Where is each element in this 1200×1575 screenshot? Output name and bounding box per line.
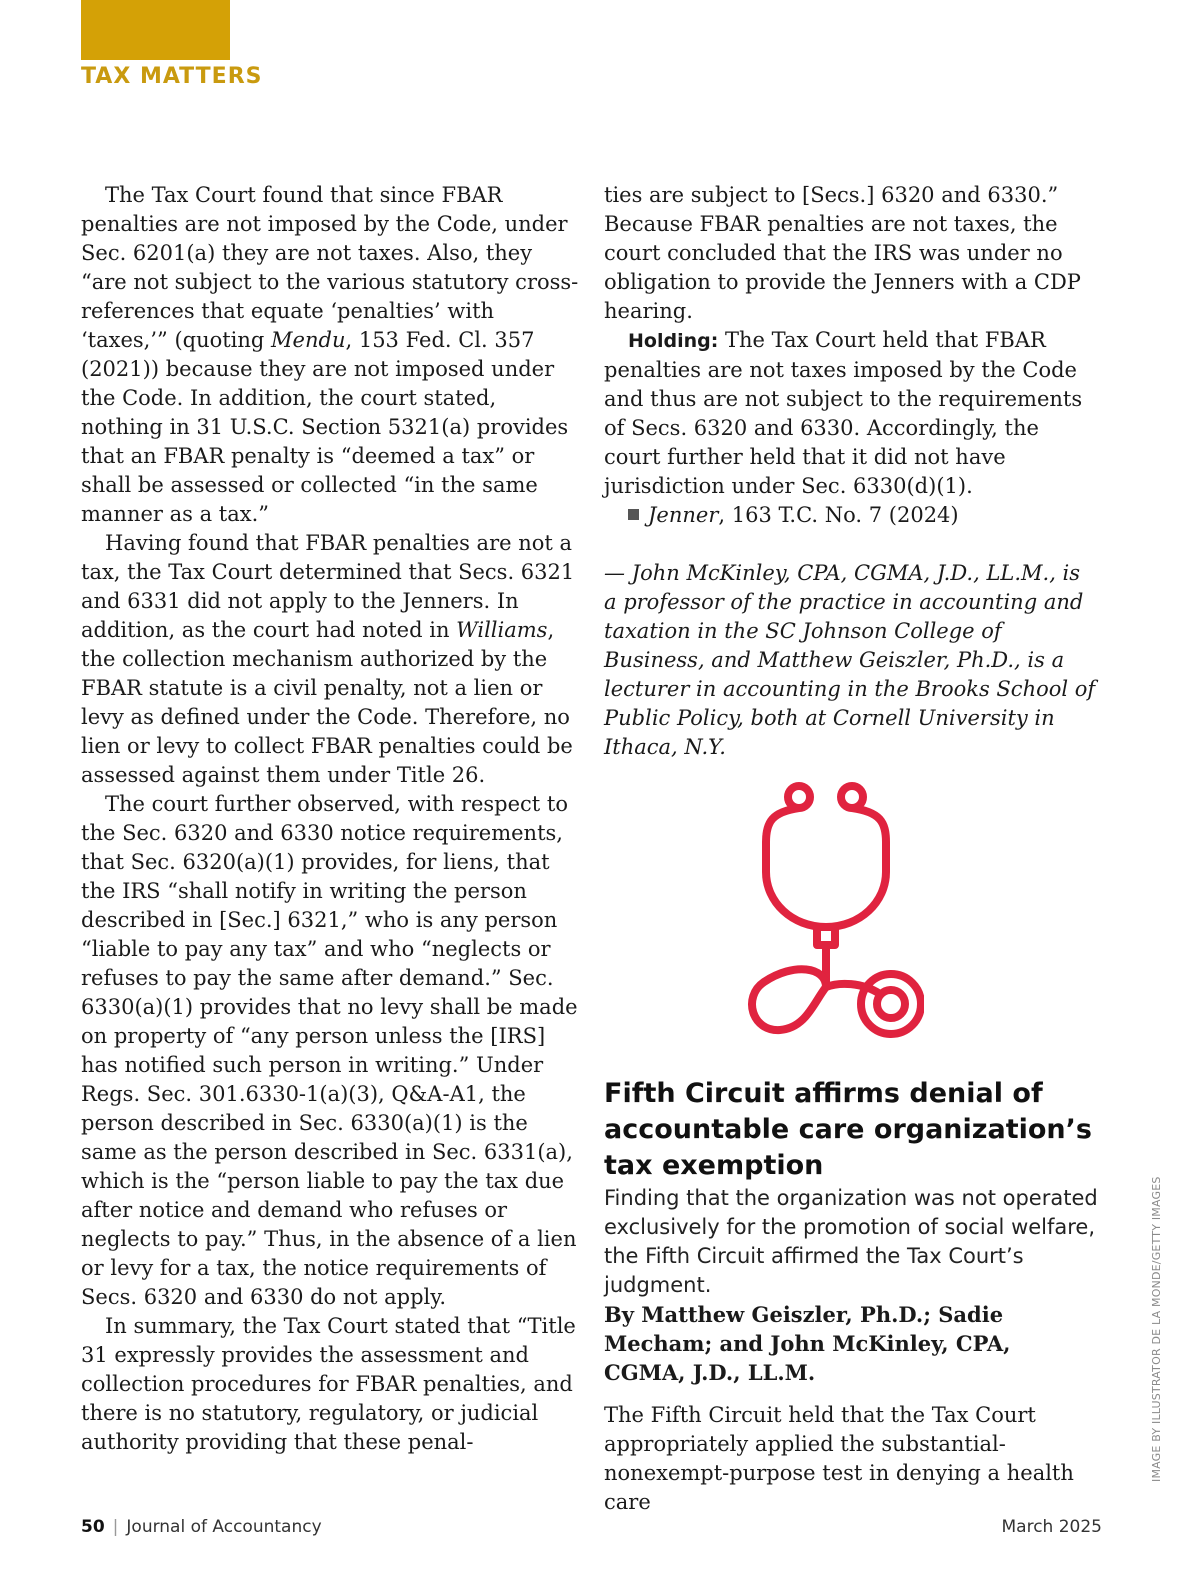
paragraph: The court further observed, with respect to the Sec. 6320 and 6330 notice requirements, that Sec. 6320(a)(1) provides, for liens, that the IRS “shall notify in writing the person described in [Sec.] 6321,” who is any person “liable to pay any tax” and who “neglects or refuses to pay the same after demand.” Sec. 6330(a)(1) provides that no levy shall be made on property of “any person unless the [IRS] has notified such person in writing.” Under Regs. Sec. 301.6330-1(a)(3), Q&A-A1, the person described in Sec. 6330(a)(1) is the same as the person described in Sec. 6331(a), which is the “person liable to pay the tax due after notice and demand who refuses or neglects to pay.” Thus, in the absence of a lien or levy for a tax, the notice requirements of Secs. 6320 and 6330 do not apply. bbox=[81, 792, 578, 1309]
case-citation: Jenner, 163 T.C. No. 7 (2024) bbox=[604, 501, 1099, 530]
issue-date: March 2025 bbox=[1001, 1517, 1102, 1537]
paragraph: The Tax Court found that since FBAR penalties are not imposed by the Code, under Sec. 6201(a) they are not taxes. Also, they “are not subject to the various statutory cross-references that equate ‘penalties’ with ‘taxes,’” (quoting Mendu, 153 Fed. Cl. 357 (2021)) because they are not imposed under the Code. In addition, the court stated, nothing in 31 U.S.C. Section 5321(a) provides that an FBAR penalty is “deemed a tax” or shall be assessed or collected “in the same manner as a tax.” bbox=[81, 183, 579, 526]
image-credit: IMAGE BY ILLUSTRATOR DE LA MONDE/GETTY IMAGES bbox=[1150, 1176, 1163, 1482]
left-column bbox=[81, 181, 581, 1457]
article-deck: Finding that the organization was not operated exclusively for the promotion of social welfare, the Fifth Circuit affirmed the Tax Court’s judgment. bbox=[604, 1186, 1098, 1297]
holding-label: Holding: bbox=[628, 330, 719, 352]
article-lead: The Fifth Circuit held that the Tax Court appropriately applied the substantial-nonexempt-purpose test in denying a health care bbox=[604, 1403, 1074, 1514]
paragraph: ties are subject to [Secs.] 6320 and 6330.” Because FBAR penalties are not taxes, the court concluded that the IRS was under no obligation to provide the Jenners with a CDP hearing. bbox=[604, 183, 1081, 323]
right-column bbox=[604, 181, 1099, 1517]
author-bio: — John McKinley, CPA, CGMA, J.D., LL.M., is a professor of the practice in accounting and taxation in the SC Johnson College of Business, and Matthew Geiszler, Ph.D., is a lecturer in accounting in the Brooks School of Public Policy, both at Cornell University in Ithaca, N.Y. bbox=[604, 561, 1096, 759]
section-tab-block bbox=[81, 0, 230, 60]
article-headline: Fifth Circuit affirms denial of accountable care organization’s tax exemption bbox=[604, 1078, 1092, 1181]
holding-paragraph: Holding: The Tax Court held that FBAR penalties are not taxes imposed by the Code and thus are not subject to the requirements of Secs. 6320 and 6330. Accordingly, the court further held that it did not have jurisdiction under Sec. 6330(d)(1). bbox=[604, 328, 1083, 498]
paragraph: Having found that FBAR penalties are not a tax, the Tax Court determined that Secs. 6321 and 6331 did not apply to the Jenners. In addition, as the court had noted in Williams, the collection mechanism authorized by the FBAR statute is a civil penalty, not a lien or levy as defined under the Code. Therefore, no lien or levy to collect FBAR penalties could be assessed against them under Title 26. bbox=[81, 531, 575, 787]
stethoscope-icon bbox=[744, 782, 924, 1062]
publication-name: Journal of Accountancy bbox=[126, 1517, 322, 1537]
case-name: Mendu bbox=[271, 328, 346, 352]
page-number: 50 bbox=[81, 1517, 105, 1537]
paragraph: In summary, the Tax Court stated that “Title 31 expressly provides the assessment and collection procedures for FBAR penalties, and there is no statutory, regulatory, or judicial authority providing that these penal- bbox=[81, 1314, 576, 1454]
end-mark-icon bbox=[628, 509, 639, 520]
page-footer bbox=[81, 1517, 1102, 1543]
footer-separator: | bbox=[112, 1517, 119, 1537]
section-label: TAX MATTERS bbox=[81, 64, 263, 89]
byline: By Matthew Geiszler, Ph.D.; Sadie Mecham; and John McKinley, CPA, CGMA, J.D., LL.M. bbox=[604, 1302, 1011, 1385]
case-name: Williams bbox=[456, 618, 548, 642]
